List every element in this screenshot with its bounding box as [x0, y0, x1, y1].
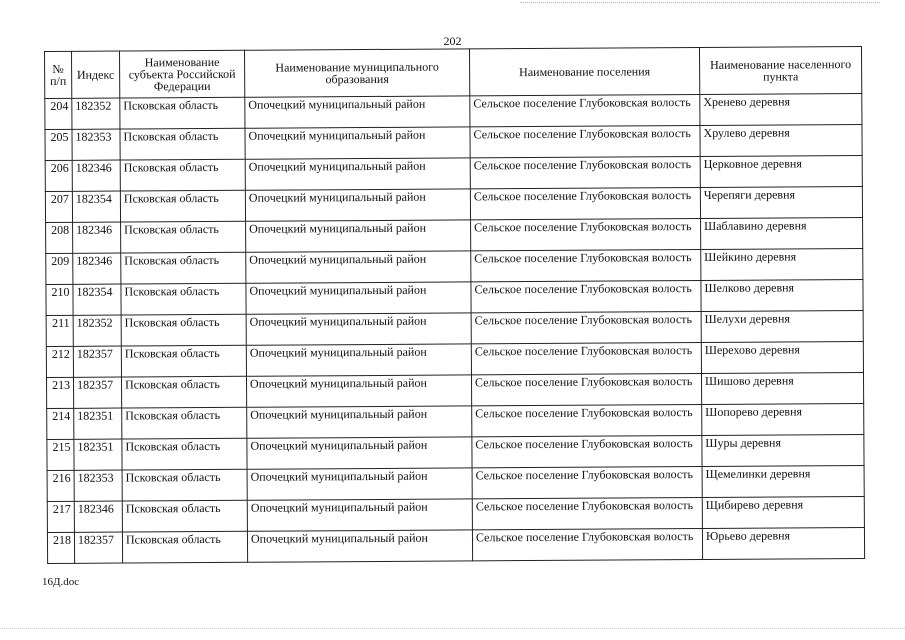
cell-postal-index: 182352: [73, 315, 121, 346]
cell-municipality: Опочецкий муниципальный район: [246, 344, 471, 376]
cell-federal-subject: Псковская область: [121, 283, 246, 315]
table-row: [47, 465, 864, 501]
cell-row-number: 215: [47, 439, 74, 470]
cell-federal-subject: Псковская область: [121, 221, 246, 253]
cell-locality: Шелково деревня: [701, 280, 863, 312]
cell-federal-subject: Псковская область: [122, 531, 247, 563]
cell-row-number: 208: [46, 222, 73, 253]
cell-municipality: Опочецкий муниципальный район: [246, 282, 471, 314]
header-row-number: № п/п: [45, 51, 72, 98]
page-number: 202: [443, 34, 462, 48]
cell-federal-subject: Псковская область: [121, 345, 246, 377]
header-federal-subject: Наименование субъекта Российской Федерации: [120, 50, 245, 98]
footer-file-code: 16Д.doc: [42, 576, 80, 588]
header-settlement: Наименование поселения: [469, 47, 699, 95]
cell-federal-subject: Псковская область: [122, 500, 247, 532]
cell-settlement: Сельское поселение Глубоковская волость: [471, 280, 701, 312]
cell-postal-index: 182354: [72, 191, 120, 222]
cell-municipality: Опочецкий муниципальный район: [245, 96, 470, 128]
cell-settlement: Сельское поселение Глубоковская волость: [472, 404, 702, 436]
cell-row-number: 216: [47, 470, 74, 501]
cell-row-number: 209: [46, 253, 73, 284]
cell-postal-index: 182357: [73, 346, 121, 377]
cell-federal-subject: Псковская область: [120, 97, 245, 129]
cell-settlement: Сельское поселение Глубоковская волость: [471, 373, 701, 405]
table-row: [46, 342, 863, 378]
cell-municipality: Опочецкий муниципальный район: [246, 313, 471, 345]
table-row: [47, 403, 864, 439]
cell-settlement: Сельское поселение Глубоковская волость: [471, 342, 701, 374]
cell-settlement: Сельское поселение Глубоковская волость: [470, 156, 700, 188]
header-municipality: Наименование муниципального образования: [244, 49, 469, 97]
cell-municipality: Опочецкий муниципальный район: [246, 375, 471, 407]
cell-federal-subject: Псковская область: [121, 376, 246, 408]
cell-municipality: Опочецкий муниципальный район: [245, 127, 470, 159]
cell-municipality: Опочецкий муниципальный район: [247, 468, 472, 500]
cell-federal-subject: Псковская область: [120, 128, 245, 160]
cell-postal-index: 182353: [74, 470, 122, 501]
cell-postal-index: 182346: [72, 160, 120, 191]
cell-row-number: 205: [45, 129, 72, 160]
table-row: [45, 94, 862, 130]
cell-municipality: Опочецкий муниципальный район: [245, 189, 470, 221]
table-row: [46, 373, 863, 409]
table-row: [47, 434, 864, 470]
cell-municipality: Опочецкий муниципальный район: [247, 530, 472, 562]
cell-municipality: Опочецкий муниципальный район: [246, 251, 471, 283]
table-row: [45, 187, 862, 223]
cell-locality: Хрулево деревня: [700, 125, 862, 157]
cell-locality: Шелухи деревня: [701, 311, 863, 343]
cell-postal-index: 182346: [73, 253, 121, 284]
table-row: [45, 125, 862, 161]
cell-federal-subject: Псковская область: [120, 190, 245, 222]
cell-locality: Щемелинки деревня: [702, 465, 864, 497]
cell-federal-subject: Псковская область: [120, 159, 245, 191]
cell-locality: Щибирево деревня: [702, 496, 864, 528]
cell-municipality: Опочецкий муниципальный район: [246, 220, 471, 252]
header-locality: Наименование населенного пункта: [699, 47, 861, 95]
table-row: [46, 249, 863, 285]
cell-row-number: 218: [47, 532, 74, 563]
scan-edge-top: [520, 2, 880, 7]
cell-federal-subject: Псковская область: [122, 407, 247, 439]
cell-locality: Юрьево деревня: [702, 527, 864, 559]
cell-federal-subject: Псковская область: [122, 469, 247, 501]
cell-settlement: Сельское поселение Глубоковская волость: [471, 249, 701, 281]
cell-row-number: 206: [45, 160, 72, 191]
cell-row-number: 207: [45, 191, 72, 222]
cell-federal-subject: Псковская область: [121, 252, 246, 284]
cell-row-number: 212: [46, 346, 73, 377]
cell-federal-subject: Псковская область: [121, 314, 246, 346]
table-row: [46, 218, 863, 254]
table-row: [46, 311, 863, 347]
cell-locality: Хренево деревня: [700, 94, 862, 126]
cell-settlement: Сельское поселение Глубоковская волость: [472, 497, 702, 529]
cell-locality: Шишово деревня: [701, 373, 863, 405]
cell-row-number: 211: [46, 315, 73, 346]
cell-settlement: Сельское поселение Глубоковская волость: [471, 311, 701, 343]
table-row: [47, 496, 864, 532]
cell-locality: Шерехово деревня: [701, 342, 863, 374]
cell-municipality: Опочецкий муниципальный район: [247, 499, 472, 531]
settlements-table: [44, 46, 865, 564]
scan-edge-bottom: [0, 628, 905, 633]
cell-locality: Церковное деревня: [700, 156, 862, 188]
cell-row-number: 217: [47, 501, 74, 532]
cell-municipality: Опочецкий муниципальный район: [245, 158, 470, 190]
cell-locality: Шопорево деревня: [702, 403, 864, 435]
cell-municipality: Опочецкий муниципальный район: [247, 437, 472, 469]
cell-settlement: Сельское поселение Глубоковская волость: [472, 528, 702, 560]
table-header: [45, 47, 862, 99]
table-body: [45, 94, 865, 564]
cell-locality: Шуры деревня: [702, 434, 864, 466]
cell-municipality: Опочецкий муниципальный район: [247, 406, 472, 438]
cell-row-number: 210: [46, 284, 73, 315]
cell-row-number: 214: [47, 408, 74, 439]
cell-settlement: Сельское поселение Глубоковская волость: [470, 187, 700, 219]
cell-postal-index: 182346: [73, 222, 121, 253]
cell-settlement: Сельское поселение Глубоковская волость: [472, 435, 702, 467]
cell-federal-subject: Псковская область: [122, 438, 247, 470]
cell-postal-index: 182354: [73, 284, 121, 315]
cell-postal-index: 182357: [74, 532, 122, 563]
cell-postal-index: 182346: [74, 501, 122, 532]
cell-settlement: Сельское поселение Глубоковская волость: [470, 125, 700, 157]
table-row: [47, 527, 864, 563]
cell-settlement: Сельское поселение Глубоковская волость: [471, 218, 701, 250]
cell-postal-index: 182351: [74, 408, 122, 439]
cell-postal-index: 182357: [73, 377, 121, 408]
table-row: [46, 280, 863, 316]
cell-postal-index: 182352: [72, 98, 120, 129]
table-row: [45, 156, 862, 192]
cell-locality: Шаблавино деревня: [701, 218, 863, 250]
cell-postal-index: 182351: [74, 439, 122, 470]
header-row: [45, 47, 862, 99]
cell-row-number: 213: [46, 377, 73, 408]
cell-row-number: 204: [45, 98, 72, 129]
cell-settlement: Сельское поселение Глубоковская волость: [472, 466, 702, 498]
cell-locality: Шейкино деревня: [701, 249, 863, 281]
cell-postal-index: 182353: [72, 129, 120, 160]
cell-locality: Черепяги деревня: [700, 187, 862, 219]
header-postal-index: Индекс: [72, 51, 120, 98]
cell-settlement: Сельское поселение Глубоковская волость: [470, 94, 700, 126]
